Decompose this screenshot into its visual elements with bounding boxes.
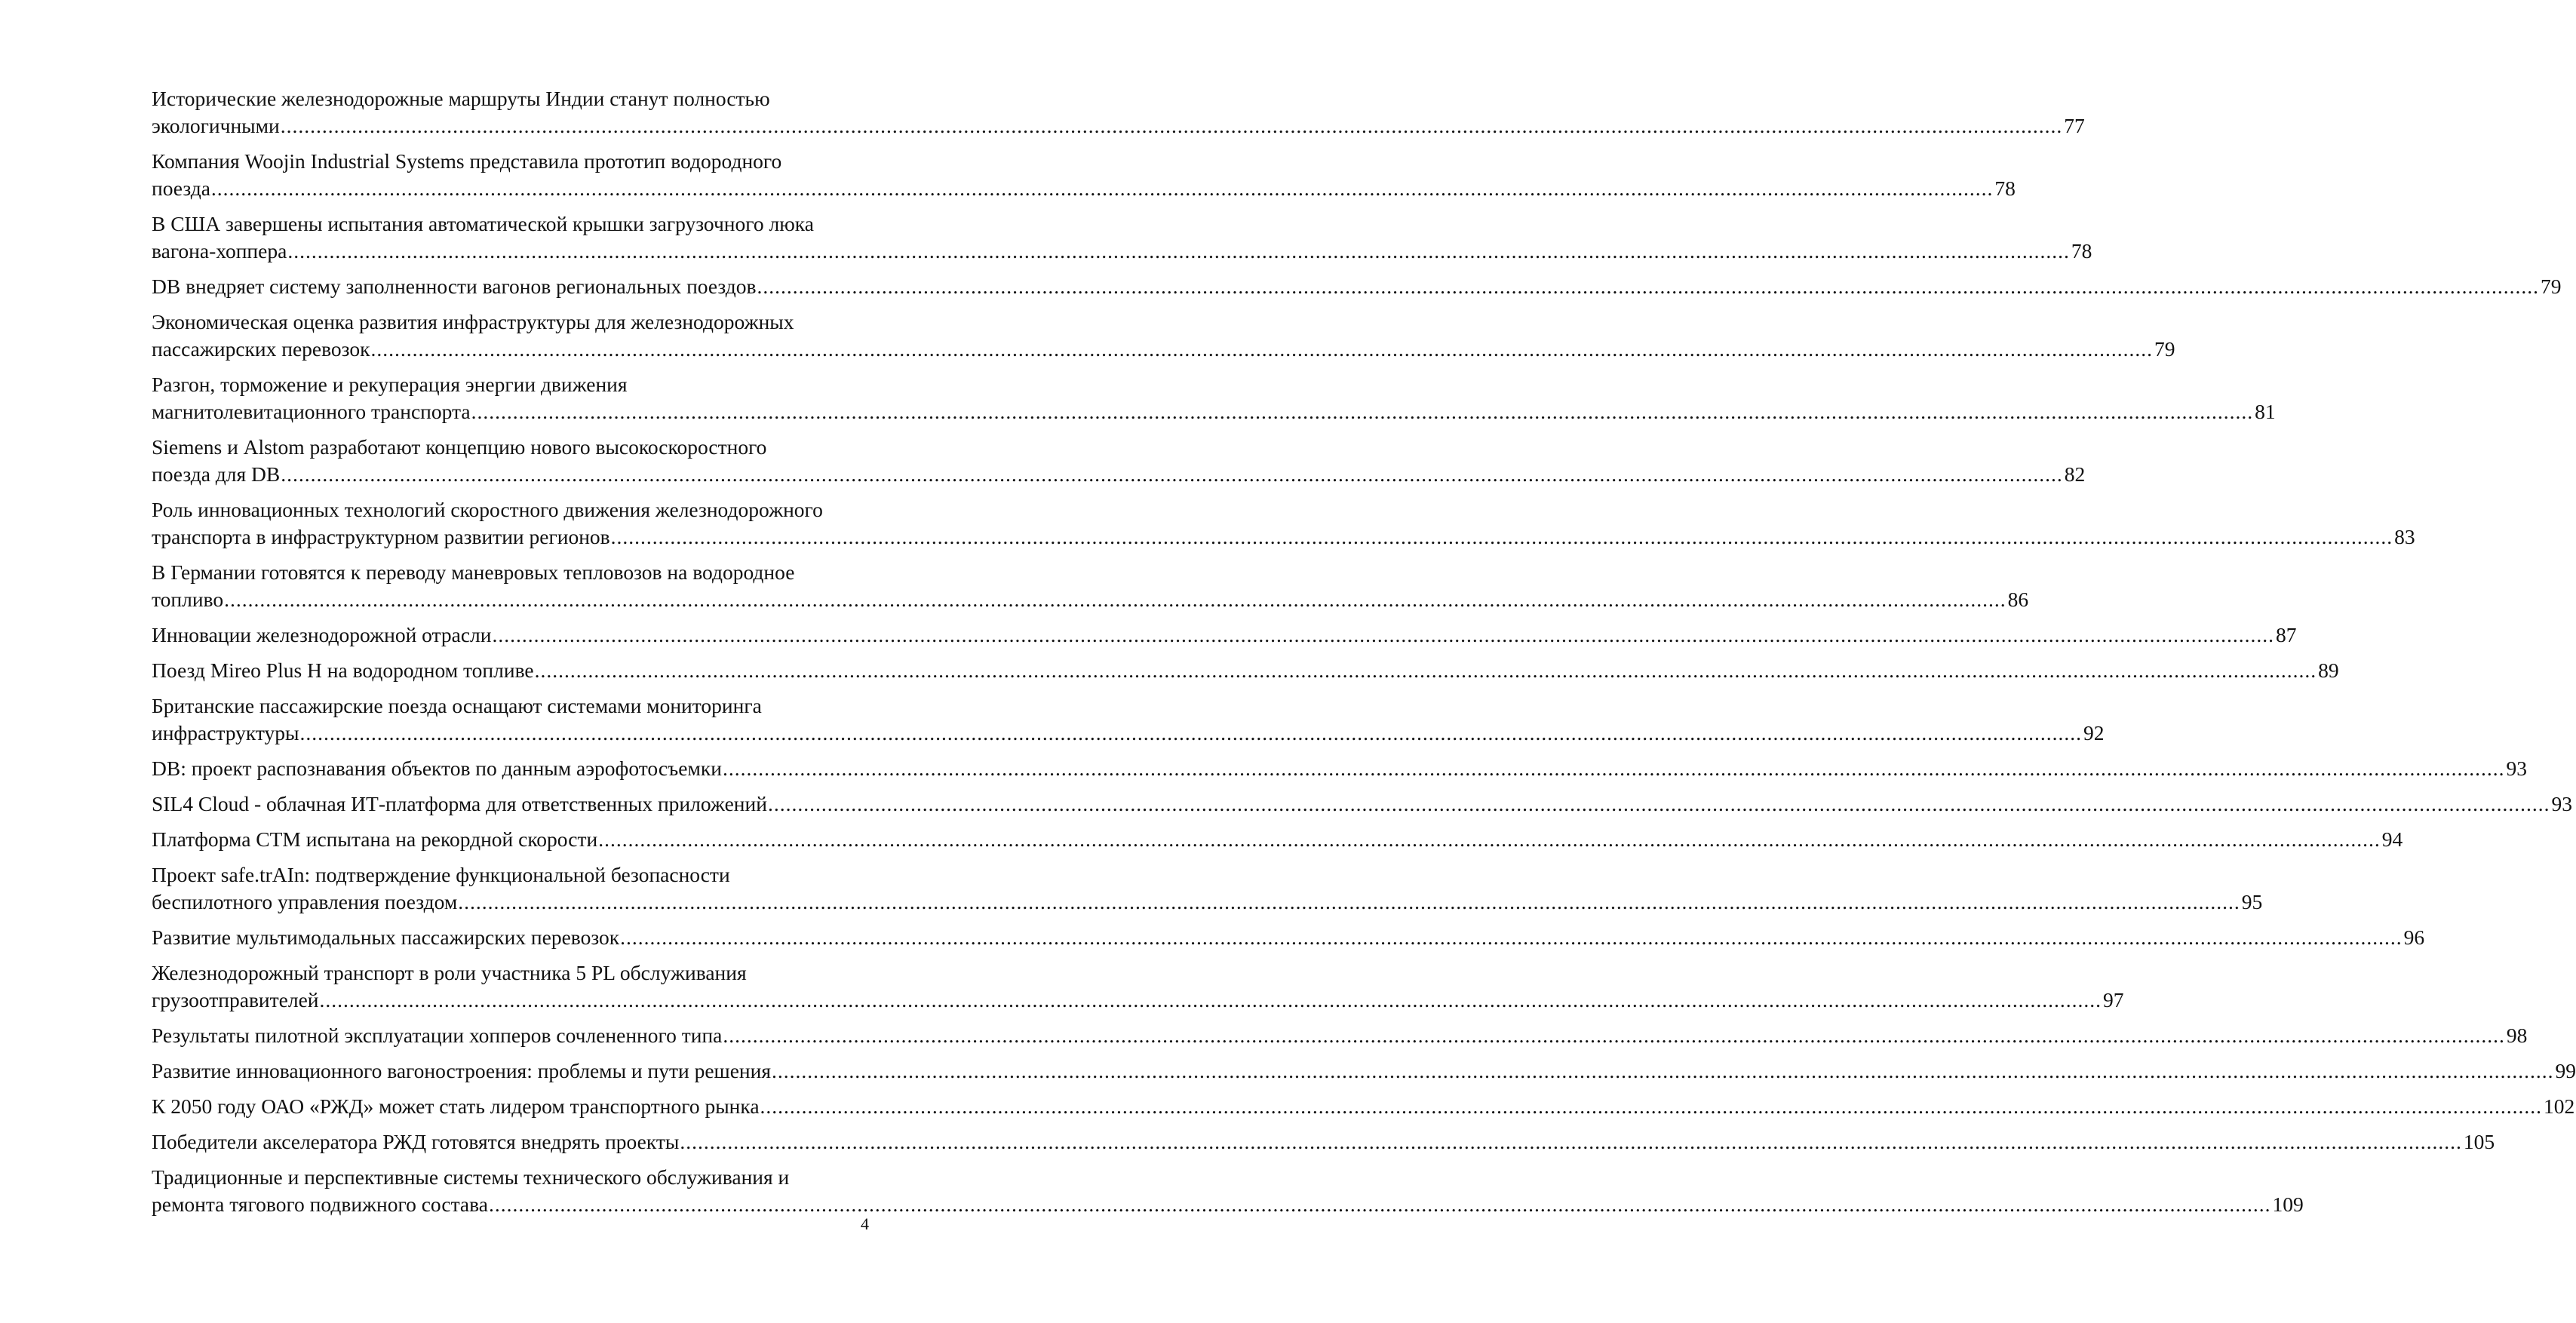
- toc-entry-title: вагона-хоппера: [152, 239, 287, 262]
- toc-entry-page: 89: [2318, 658, 2339, 682]
- dot-leader: ............................................................................................................................................................................................................................................................................................................: [287, 239, 2070, 262]
- toc-entry-page: 93: [2506, 757, 2527, 780]
- dot-leader: ............................................................................................................................................................................................................................................................................................................: [488, 1193, 2271, 1216]
- toc-entry-page: 86: [2007, 588, 2029, 611]
- toc-entry[interactable]: [152, 692, 2105, 747]
- toc-entry[interactable]: [152, 496, 2415, 551]
- toc-entry[interactable]: [152, 1057, 2576, 1085]
- toc-entry[interactable]: [152, 1164, 2304, 1218]
- toc-entry-title: Результаты пилотной эксплуатации хопперов сочлененного типа: [152, 1024, 723, 1047]
- toc-entry-page: 96: [2403, 925, 2425, 949]
- toc-entry[interactable]: [152, 622, 2297, 649]
- toc-entry-title-line1: Siemens и Alstom разработают концепцию нового высокоскоростного: [152, 435, 767, 459]
- toc-entry-title-line1: Британские пассажирские поезда оснащают системами мониторинга: [152, 694, 762, 717]
- toc-entry-title: поезда: [152, 177, 210, 200]
- dot-leader: ............................................................................................................................................................................................................................................................................................................: [458, 890, 2240, 913]
- toc-entry-page: 102: [2544, 1094, 2575, 1118]
- toc-entry-page: 78: [1994, 177, 2016, 200]
- dot-leader: ............................................................................................................................................................................................................................................................................................................: [492, 623, 2275, 646]
- toc-entry-title: Поезд Mireo Plus H на водородном топливе: [152, 658, 534, 682]
- toc-entry-title: пассажирских перевозок: [152, 337, 370, 361]
- toc-entry-page: 109: [2272, 1193, 2304, 1216]
- toc-entry-title: поезда для DB: [152, 462, 281, 486]
- toc-entry-title-line1: Железнодорожный транспорт в роли участника 5 PL обслуживания: [152, 961, 747, 984]
- toc-entry-title: Развитие мультимодальных пассажирских перевозок: [152, 925, 620, 949]
- dot-leader: ............................................................................................................................................................................................................................................................................................................: [757, 275, 2540, 298]
- dot-leader: ............................................................................................................................................................................................................................................................................................................: [760, 1094, 2543, 1118]
- toc-entry[interactable]: [152, 826, 2403, 853]
- toc-entry[interactable]: [152, 861, 2263, 916]
- dot-leader: ............................................................................................................................................................................................................................................................................................................: [723, 1024, 2505, 1047]
- toc-entry-page: 98: [2506, 1024, 2528, 1047]
- toc-entry-page: 97: [2103, 988, 2124, 1011]
- page-number: 4: [861, 1214, 869, 1233]
- toc-entry-title: магнитолевитационного транспорта: [152, 400, 471, 423]
- toc-entry-title: беспилотного управления поездом: [152, 890, 458, 913]
- toc-entry-page: 93: [2551, 792, 2572, 815]
- toc-entry-title: Развитие инновационного вагоностроения: проблемы и пути решения: [152, 1059, 772, 1082]
- toc-entry[interactable]: [152, 434, 2086, 488]
- toc-entry-page: 77: [2064, 114, 2085, 137]
- toc-entry-page: 81: [2255, 400, 2276, 423]
- toc-entry[interactable]: [152, 1022, 2528, 1049]
- toc-entry-page: 82: [2064, 462, 2086, 486]
- toc-entry[interactable]: [152, 371, 2276, 425]
- toc-entry-title-line1: В Германии готовятся к переводу маневровых тепловозов на водородное: [152, 560, 795, 584]
- toc-entry-title: DB: проект распознавания объектов по данным аэрофотосъемки: [152, 757, 722, 780]
- toc-entry-page: 78: [2071, 239, 2092, 262]
- toc-entry-title: транспорта в инфраструктурном развитии регионов: [152, 525, 610, 548]
- dot-leader: ............................................................................................................................................................................................................................................................................................................: [598, 827, 2381, 851]
- toc-entry-title: Инновации железнодорожной отрасли: [152, 623, 492, 646]
- toc-entry[interactable]: [152, 308, 2175, 363]
- toc-entry-title: ремонта тягового подвижного состава: [152, 1193, 488, 1216]
- toc-entry-title-line1: Традиционные и перспективные системы технического обслуживания и: [152, 1165, 790, 1189]
- toc-entry-title-line1: Проект safe.trAIn: подтверждение функциональной безопасности: [152, 863, 730, 886]
- toc-entry[interactable]: [152, 85, 2085, 140]
- toc-entry-title: Платформа CTM испытана на рекордной скорости: [152, 827, 598, 851]
- toc-entry-page: 99: [2555, 1059, 2576, 1082]
- dot-leader: ............................................................................................................................................................................................................................................................................................................: [319, 988, 2102, 1011]
- toc-entry-title: топливо: [152, 588, 224, 611]
- dot-leader: ............................................................................................................................................................................................................................................................................................................: [680, 1130, 2462, 1153]
- toc-entry-title-line1: В США завершены испытания автоматической крышки загрузочного люка: [152, 212, 814, 235]
- dot-leader: ............................................................................................................................................................................................................................................................................................................: [210, 177, 1994, 200]
- dot-leader: ............................................................................................................................................................................................................................................................................................................: [534, 658, 2317, 682]
- toc-entry-title: Победители акселератора РЖД готовятся внедрять проекты: [152, 1130, 680, 1153]
- toc-entry-page: 94: [2381, 827, 2403, 851]
- toc-entry[interactable]: [152, 1093, 2575, 1120]
- toc-entry-title: грузоотправителей: [152, 988, 319, 1011]
- toc-entry-page: 95: [2241, 890, 2263, 913]
- toc-entry-title-line1: Компания Woojin Industrial Systems представила прототип водородного: [152, 149, 782, 173]
- toc-entry-page: 87: [2276, 623, 2297, 646]
- dot-leader: ............................................................................................................................................................................................................................................................................................................: [370, 337, 2153, 361]
- toc-entry-title-line1: Разгон, торможение и рекуперация энергии движения: [152, 373, 628, 396]
- toc-entry-page: 105: [2463, 1130, 2495, 1153]
- dot-leader: ............................................................................................................................................................................................................................................................................................................: [299, 721, 2083, 744]
- dot-leader: ............................................................................................................................................................................................................................................................................................................: [280, 114, 2063, 137]
- dot-leader: ............................................................................................................................................................................................................................................................................................................: [281, 462, 2063, 486]
- toc-entry[interactable]: [152, 148, 2016, 202]
- toc-entry[interactable]: [152, 657, 2339, 684]
- toc-entry-title-line1: Исторические железнодорожные маршруты Индии станут полностью: [152, 87, 770, 110]
- dot-leader: ............................................................................................................................................................................................................................................................................................................: [767, 792, 2550, 815]
- toc-entry[interactable]: [152, 755, 2527, 782]
- toc-entry-title: DB внедряет систему заполненности вагонов региональных поездов: [152, 275, 757, 298]
- dot-leader: ............................................................................................................................................................................................................................................................................................................: [722, 757, 2505, 780]
- dot-leader: ............................................................................................................................................................................................................................................................................................................: [772, 1059, 2554, 1082]
- toc-entry-page: 79: [2541, 275, 2562, 298]
- toc-entry-title-line1: Экономическая оценка развития инфраструктуры для железнодорожных: [152, 310, 794, 333]
- toc-entry-title: К 2050 году ОАО «РЖД» может стать лидером транспортного рынка: [152, 1094, 760, 1118]
- dot-leader: ............................................................................................................................................................................................................................................................................................................: [610, 525, 2393, 548]
- toc-entry-title: инфраструктуры: [152, 721, 299, 744]
- toc-entry[interactable]: [152, 959, 2124, 1014]
- toc-entry[interactable]: [152, 559, 2029, 613]
- toc-entry-page: 83: [2394, 525, 2415, 548]
- toc-entry-title-line1: Роль инновационных технологий скоростного движения железнодорожного: [152, 498, 823, 521]
- toc-entry[interactable]: [152, 790, 2572, 818]
- dot-leader: ............................................................................................................................................................................................................................................................................................................: [620, 925, 2403, 949]
- toc-entry[interactable]: [152, 273, 2562, 300]
- toc-entry[interactable]: [152, 210, 2092, 265]
- toc-entry-page: 92: [2083, 721, 2105, 744]
- table-of-contents: [152, 85, 2576, 1226]
- dot-leader: ............................................................................................................................................................................................................................................................................................................: [471, 400, 2254, 423]
- toc-entry-title: экологичными: [152, 114, 280, 137]
- toc-entry-page: 79: [2154, 337, 2175, 361]
- dot-leader: ............................................................................................................................................................................................................................................................................................................: [224, 588, 2006, 611]
- toc-entry[interactable]: [152, 924, 2425, 951]
- toc-entry[interactable]: [152, 1128, 2495, 1156]
- toc-entry-title: SIL4 Cloud - облачная ИТ-платформа для ответственных приложений: [152, 792, 767, 815]
